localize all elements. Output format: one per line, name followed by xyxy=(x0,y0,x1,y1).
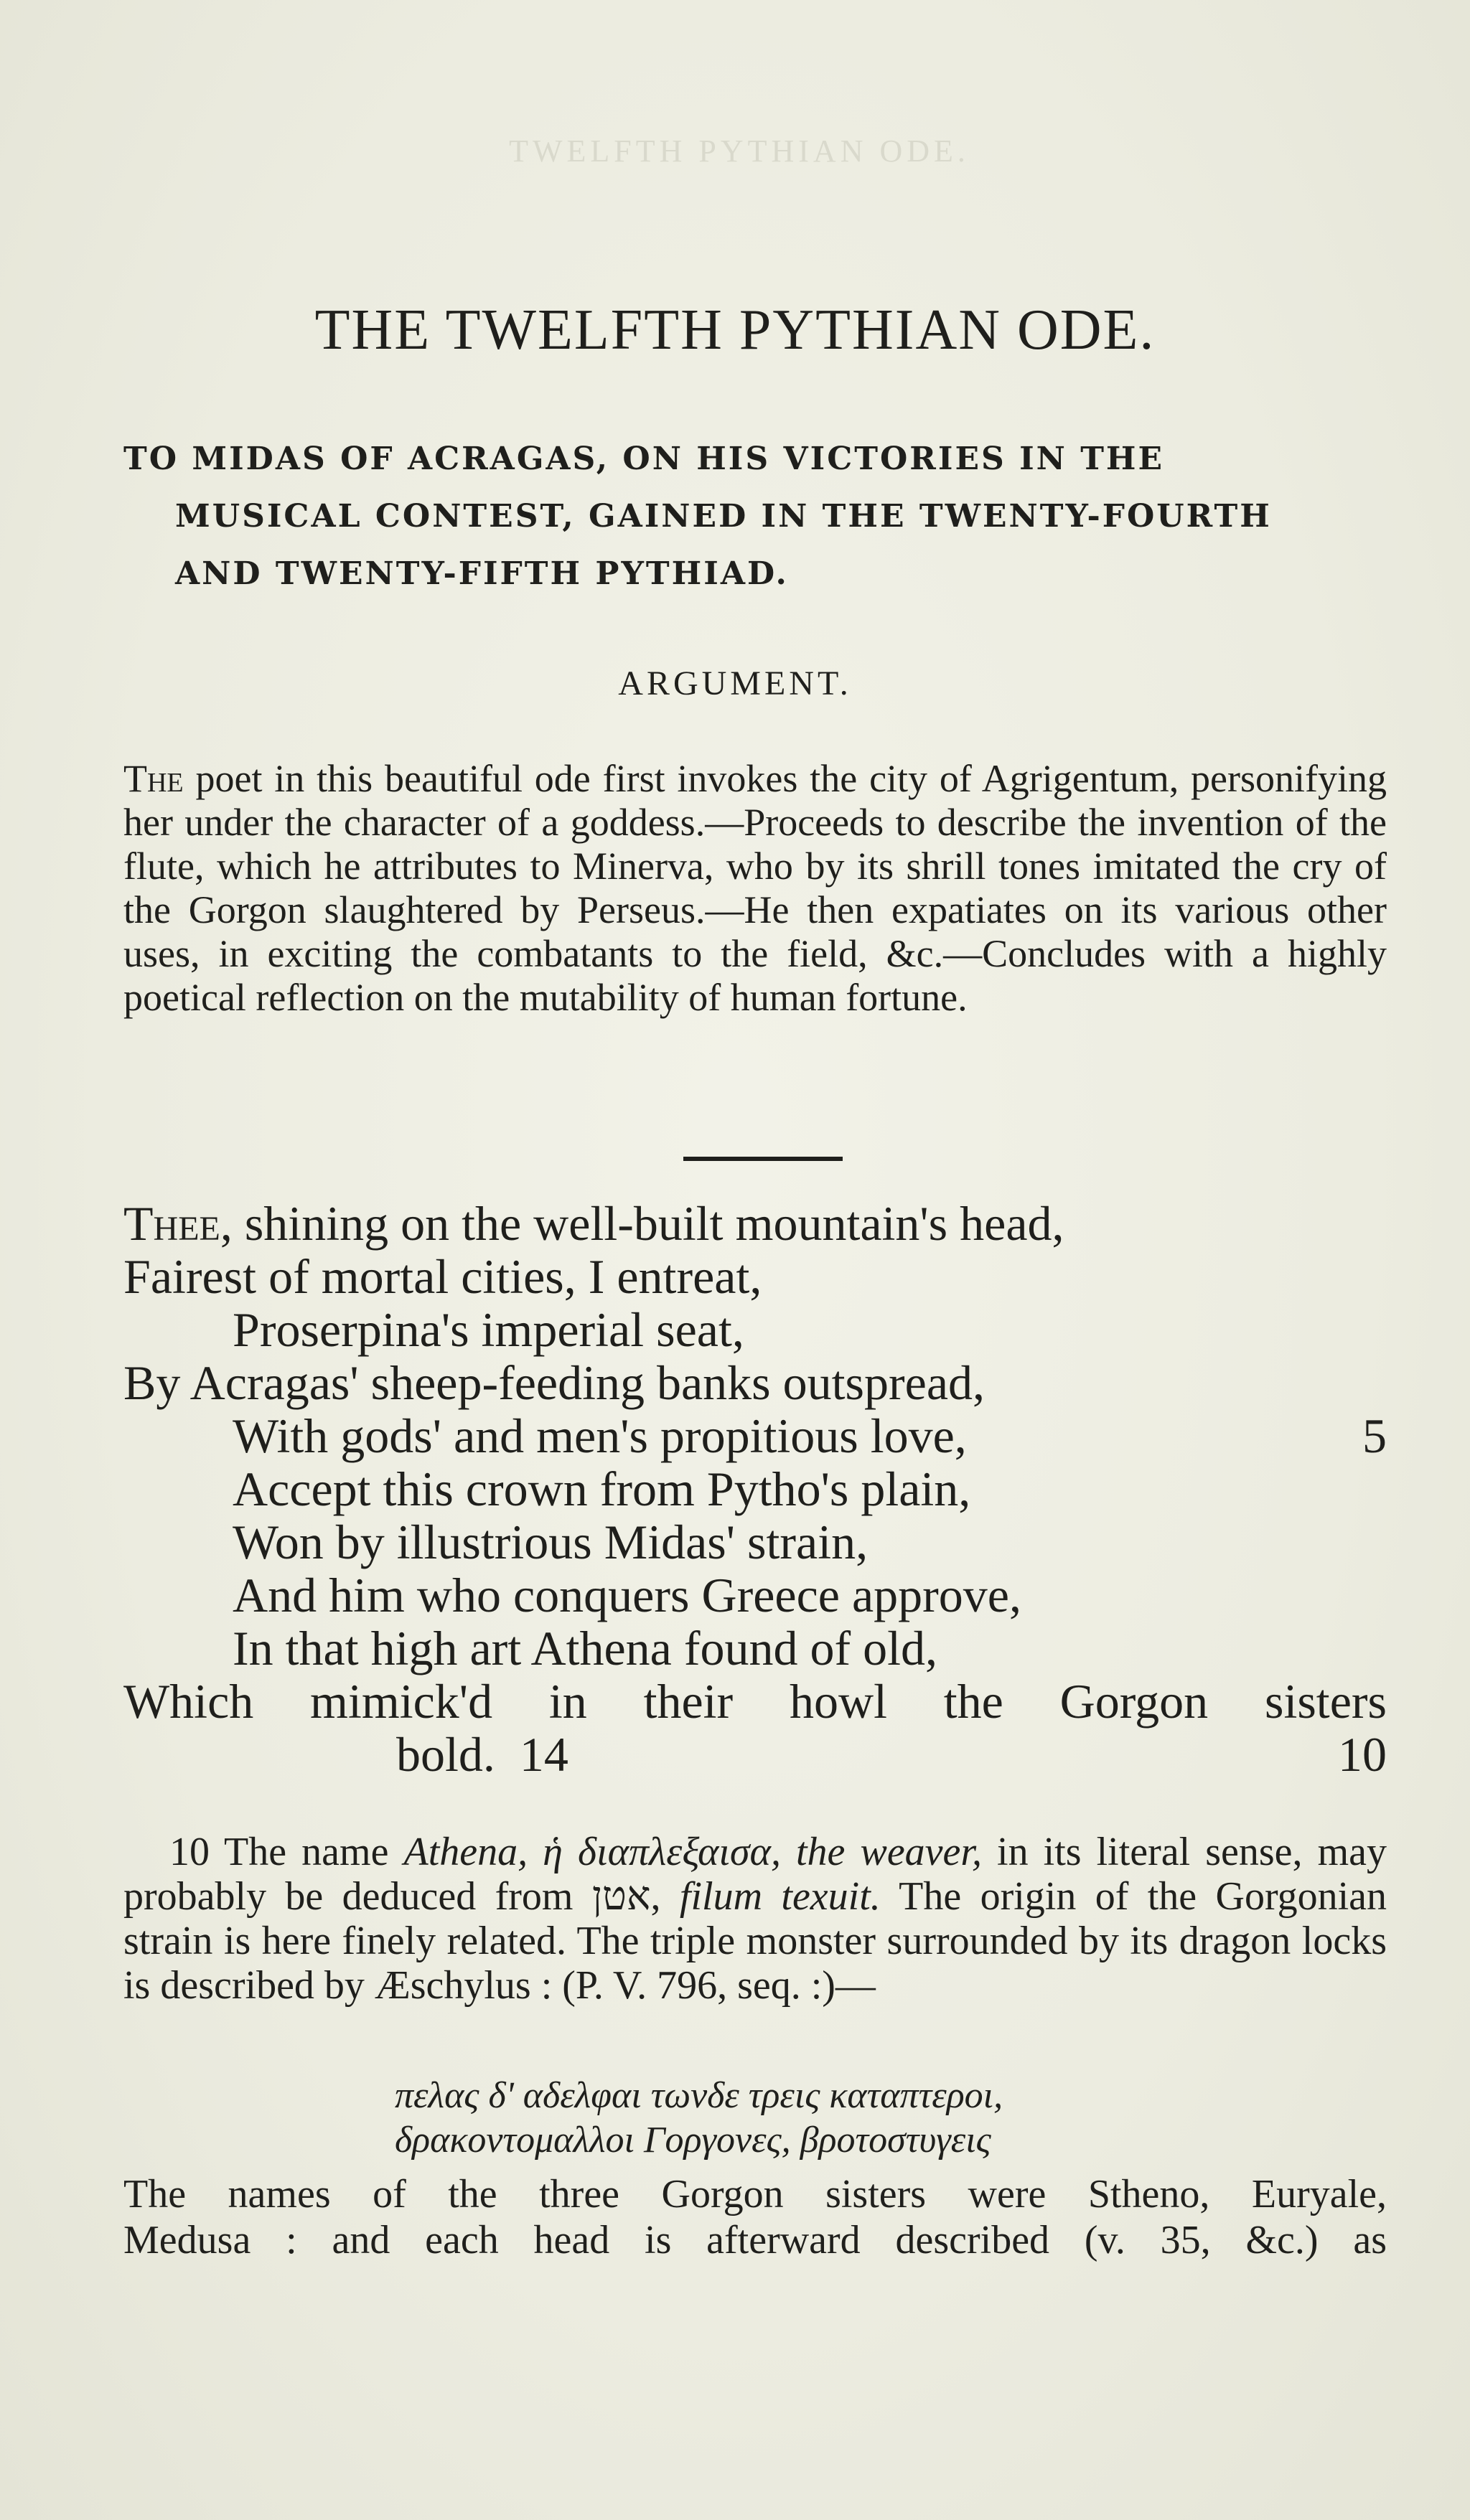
poem-line-8-text: And him who conquers Greece approve, xyxy=(233,1568,1021,1622)
footnote-greek-term: ἡ διαπλεξαισα, xyxy=(528,1830,796,1874)
argument-heading: ARGUMENT. xyxy=(618,664,852,702)
argument-text: poet in this beautiful ode first invokes the city of Agrigentum, personifying her under the character of a goddess.—Proceeds to describe the invention of the flute, which he attributes to Minerva, who by its shrill tones imitated the cry of the Gorgon slaughtered by Perseus.—He then expatiates on its various other uses, in exciting the combatants to the field, &c.—Concludes with a highly poetical reflection on the mutability of human fortune. xyxy=(123,757,1387,1019)
poem-line-1-text: shining on the well-built mountain's head, xyxy=(232,1196,1064,1251)
poem-line-9 xyxy=(123,1622,1387,1675)
dedication xyxy=(123,431,1381,603)
footnote-continuation-line-2: Medusa : and each head is afterward described (v. 35, &c.) as xyxy=(123,2218,1387,2262)
footnote-continuation xyxy=(123,2171,1387,2263)
dedication-line-1: TO MIDAS OF ACRAGAS, ON HIS VICTORIES IN THE xyxy=(123,441,1165,477)
footnote-latin: filum texuit. xyxy=(679,1874,881,1919)
footnote-paragraph xyxy=(123,1830,1387,2008)
poem-line-11 xyxy=(123,1728,1387,1781)
greek-quote-line-1: πελας δ' αδελφαι τωνδε τρεις καταπτεροι, xyxy=(395,2075,1003,2116)
argument-lead-word: The xyxy=(123,757,184,800)
poem-line-6-text: Accept this crown from Pytho's plain, xyxy=(233,1462,971,1516)
footnote-athena: Athena, xyxy=(403,1830,528,1874)
poem-line-10-text: Which mimick'd in their howl the Gorgon sisters xyxy=(123,1674,1387,1729)
poem xyxy=(123,1197,1387,1781)
poem-line-6 xyxy=(123,1462,1387,1515)
poem-line-number-5: 5 xyxy=(1362,1409,1387,1463)
poem-line-4 xyxy=(123,1356,1387,1409)
argument-paragraph xyxy=(123,757,1387,1020)
poem-line-1-lead: Thee, xyxy=(123,1196,233,1251)
poem-line-5-text: With gods' and men's propitious love, xyxy=(233,1409,967,1463)
bleed-through-header: TWELFTH PYTHIAN ODE. xyxy=(509,133,970,169)
dedication-line-2: MUSICAL CONTEST, GAINED IN THE TWENTY-FOURTH xyxy=(175,498,1272,535)
footnote-hebrew-word: אטן, xyxy=(591,1874,661,1919)
poem-line-3 xyxy=(123,1303,1387,1356)
greek-quotation xyxy=(395,2074,1328,2163)
poem-line-11-text: bold. 14 xyxy=(396,1727,568,1782)
footnote-text-1: 10 The name xyxy=(169,1830,404,1874)
poem-line-2-text: Fairest of mortal cities, I entreat, xyxy=(123,1249,762,1304)
poem-line-5 xyxy=(123,1409,1387,1462)
poem-line-4-text: By Acragas' sheep-feeding banks outspread, xyxy=(123,1355,985,1410)
greek-quote-line-2: δρακοντομαλλοι Γοργονες, βροτοστυγεις xyxy=(395,2120,991,2161)
section-divider xyxy=(683,1157,843,1161)
poem-line-1 xyxy=(123,1197,1387,1250)
poem-line-8 xyxy=(123,1569,1387,1622)
poem-line-2 xyxy=(123,1250,1387,1303)
poem-line-7-text: Won by illustrious Midas' strain, xyxy=(233,1515,869,1569)
poem-line-9-text: In that high art Athena found of old, xyxy=(233,1621,938,1675)
footnote-text-2: in its literal sense, may probably be deduced from xyxy=(123,1830,1387,1919)
footnote-text-3: The origin of the Gorgonian strain is here finely related. The triple monster surrounded by its dragon locks is described by Æschylus : (P. V. 796, seq. :)— xyxy=(123,1874,1387,2008)
poem-line-7 xyxy=(123,1515,1387,1569)
footnote-weaver: the weaver, xyxy=(796,1830,982,1874)
dedication-line-3: AND TWENTY-FIFTH PYTHIAD. xyxy=(175,555,789,592)
footnote xyxy=(123,1830,1387,2008)
poem-line-number-10: 10 xyxy=(1338,1727,1387,1782)
poem-line-3-text: Proserpina's imperial seat, xyxy=(233,1302,744,1357)
page-title: THE TWELFTH PYTHIAN ODE. xyxy=(314,298,1156,362)
footnote-space xyxy=(661,1874,680,1919)
footnote-continuation-line-1: The names of the three Gorgon sisters were Stheno, Euryale, xyxy=(123,2172,1387,2216)
poem-line-10 xyxy=(123,1675,1387,1728)
